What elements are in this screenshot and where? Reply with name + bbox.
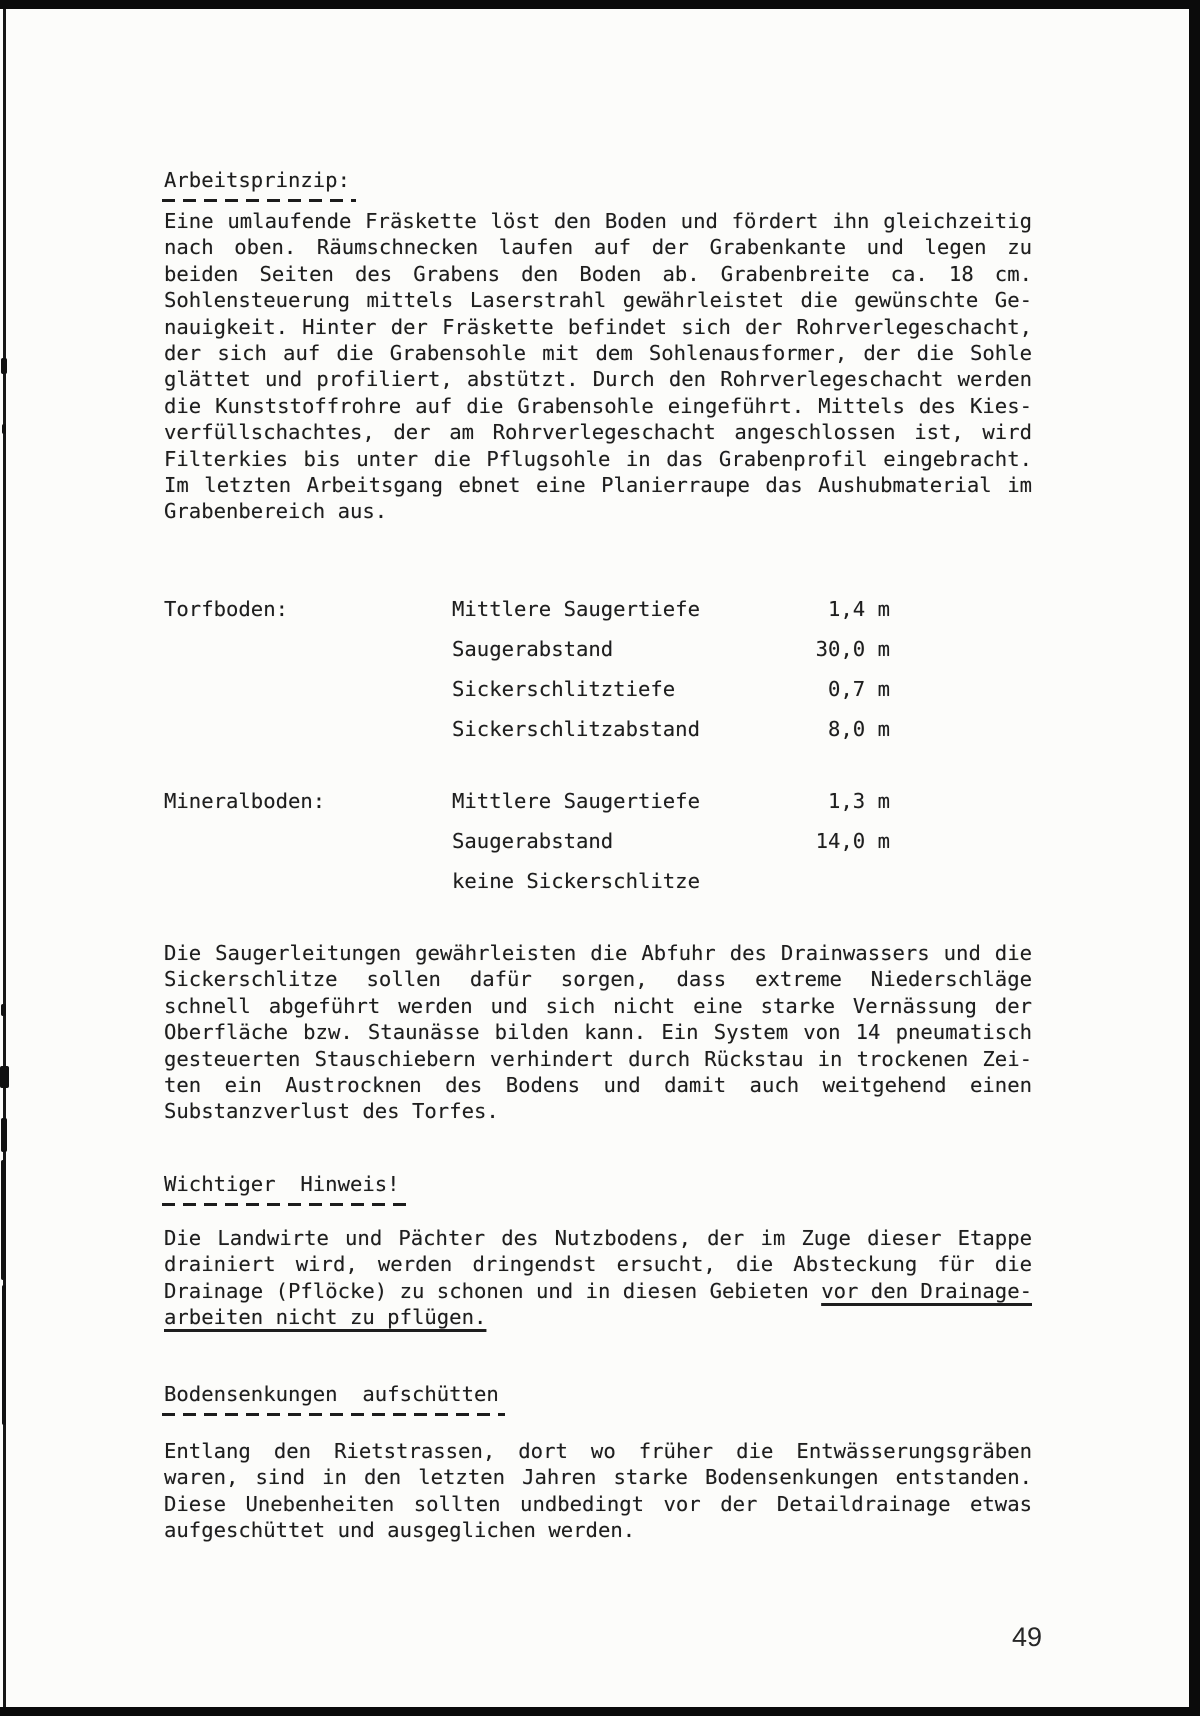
paragraph-line: die Kunststoffrohre auf die Grabensohle eingeführt. Mittels des Kies- (164, 393, 1032, 418)
spec-row (164, 596, 1032, 636)
spec-row (164, 868, 1032, 908)
paragraph-line: gesteuerten Stauschiebern verhindert durch Rückstau in trockenen Zei- (164, 1046, 1032, 1071)
underlined-text: arbeiten nicht zu pflügen. (164, 1305, 487, 1330)
page-number: 49 (1012, 1622, 1043, 1652)
spec-name: Mittlere Saugertiefe (452, 789, 700, 813)
spec-table-label (164, 716, 452, 756)
spec-value (752, 868, 890, 908)
paragraph-line: nach oben. Räumschnecken laufen auf der Grabenkante und legen zu (164, 235, 1032, 260)
paragraph (164, 208, 1032, 525)
spec-name: Saugerabstand (452, 829, 614, 853)
spec-value: 8,0 m (828, 717, 890, 741)
spec-name: Mittlere Saugertiefe (452, 597, 700, 621)
section-heading (164, 1172, 1032, 1196)
paragraph-line (164, 1304, 1032, 1330)
spec-name: Sickerschlitztiefe (452, 677, 676, 701)
paragraph-line: Sickerschlitze sollen dafür sorgen, dass extreme Niederschläge (164, 967, 1032, 992)
spec-table-label: Torfboden: (164, 597, 288, 621)
paragraph-line: Substanzverlust des Torfes. (164, 1099, 499, 1124)
paragraph-line: ten ein Austrocknen des Bodens und damit auch weitgehend einen (164, 1072, 1032, 1097)
spec-table (164, 596, 1032, 756)
paragraph (164, 1225, 1032, 1331)
paragraph-line: Im letzten Arbeitsgang ebnet eine Planierraupe das Aushubmaterial im (164, 472, 1032, 497)
spec-value: 0,7 m (828, 677, 890, 701)
section-heading-text: Arbeitsprinzip: (164, 168, 350, 192)
paragraph-line: Entlang den Rietstrassen, dort wo früher die Entwässerungsgräben (164, 1439, 1032, 1463)
spec-value: 14,0 m (815, 829, 890, 853)
spec-table (164, 788, 1032, 908)
section-heading (164, 1382, 1032, 1406)
paragraph-line: Eine umlaufende Fräskette löst den Boden und fördert ihn gleichzeitig (164, 209, 1032, 233)
spec-name: keine Sickerschlitze (452, 869, 700, 893)
paragraph-line: waren, sind in den letzten Jahren starke Bodensenkungen entstanden. (164, 1465, 1032, 1490)
spec-table-label (164, 868, 452, 908)
paragraph (164, 1438, 1032, 1544)
spec-value: 30,0 m (815, 637, 890, 661)
paragraph-line: verfüllschachtes, der am Rohrverlegeschacht angeschlossen ist, wird (164, 420, 1032, 445)
section-heading-text: Bodensenkungen aufschütten (164, 1382, 499, 1406)
paragraph-line: glättet und profiliert, abstützt. Durch den Rohrverlegeschacht werden (164, 367, 1032, 392)
paragraph-line: aufgeschüttet und ausgeglichen werden. (164, 1518, 636, 1543)
paragraph-line: Oberfläche bzw. Staunässe bilden kann. Ein System von 14 pneumatisch (164, 1020, 1032, 1045)
paragraph-line: drainiert wird, werden dringendst ersucht, die Absteckung für die (164, 1252, 1032, 1277)
spec-row (164, 828, 1032, 868)
underlined-text: vor den Drainage- (821, 1278, 1032, 1303)
spec-value: 1,4 m (828, 597, 890, 621)
paragraph-line (164, 1278, 1032, 1304)
paragraph-line: Grabenbereich aus. (164, 499, 388, 524)
text-segment: Drainage (Pflöcke) zu schonen und in diesen Gebieten (164, 1278, 822, 1303)
paragraph-line: Diese Unebenheiten sollten undbedingt vor der Detaildrainage etwas (164, 1491, 1032, 1516)
paragraph-line: Die Landwirte und Pächter des Nutzbodens, der im Zuge dieser Etappe (164, 1226, 1032, 1250)
spec-row (164, 788, 1032, 828)
paragraph-line: Filterkies bis unter die Pflugsohle in das Grabenprofil eingebracht. (164, 446, 1032, 471)
spec-table-label (164, 676, 452, 716)
paragraph-line: nauigkeit. Hinter der Fräskette befindet sich der Rohrverlegeschacht, (164, 314, 1032, 339)
spec-table-label (164, 636, 452, 676)
paragraph-line: der sich auf die Grabensohle mit dem Sohlenausformer, der die Sohle (164, 340, 1032, 365)
spec-value: 1,3 m (828, 789, 890, 813)
paragraph-line: schnell abgeführt werden und sich nicht eine starke Vernässung der (164, 993, 1032, 1018)
paragraph-line: Sohlensteuerung mittels Laserstrahl gewährleistet die gewünschte Ge- (164, 288, 1032, 313)
paragraph-line: beiden Seiten des Grabens den Boden ab. Grabenbreite ca. 18 cm. (164, 261, 1032, 286)
paragraph (164, 940, 1032, 1125)
spec-table-label: Mineralboden: (164, 789, 326, 813)
spec-table-label (164, 828, 452, 868)
spec-row (164, 636, 1032, 676)
paragraph-line: Die Saugerleitungen gewährleisten die Abfuhr des Drainwassers und die (164, 941, 1032, 965)
spec-name: Sickerschlitzabstand (452, 717, 700, 741)
section-heading-text: Wichtiger Hinweis! (164, 1172, 400, 1196)
spec-name: Saugerabstand (452, 637, 614, 661)
spec-row (164, 716, 1032, 756)
section-heading (164, 168, 1032, 192)
spec-row (164, 676, 1032, 716)
